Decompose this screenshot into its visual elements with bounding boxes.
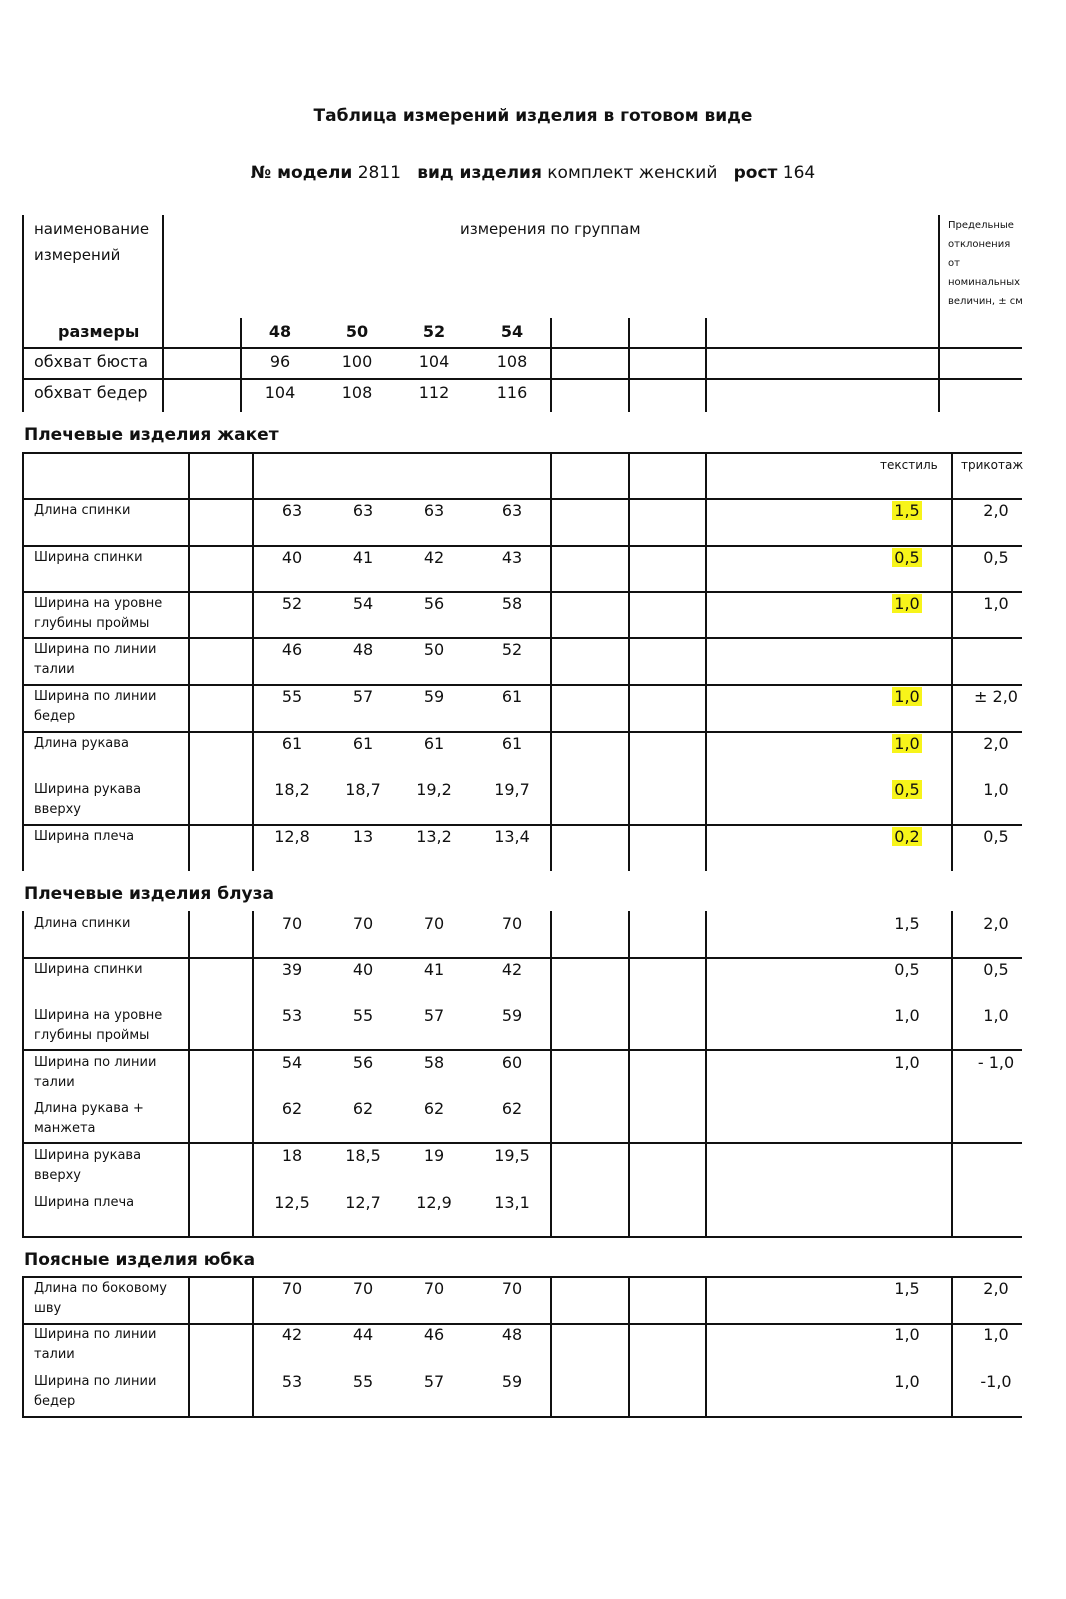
row-label: Ширина рукава вверху xyxy=(34,782,142,817)
knit-deviation: - 1,0 xyxy=(977,1053,1015,1072)
kind-label: вид изделия xyxy=(417,163,542,183)
section-title-jacket: Плечевые изделия жакет xyxy=(24,425,279,445)
measure-value: 112 xyxy=(418,383,450,402)
row-value: 40 xyxy=(352,960,374,979)
row-value: 13,4 xyxy=(494,827,530,846)
row-value: 57 xyxy=(423,1372,445,1391)
row-value: 61 xyxy=(423,734,445,753)
model-line xyxy=(0,163,1066,183)
knit-deviation: 2,0 xyxy=(983,1279,1009,1298)
textile-deviation xyxy=(877,594,937,613)
knit-deviation: 1,0 xyxy=(983,594,1009,613)
row-value: 70 xyxy=(501,1279,523,1298)
row-label: Ширина спинки xyxy=(34,962,143,977)
row-value: 12,7 xyxy=(345,1193,381,1212)
page-title: Таблица измерений изделия в готовом виде xyxy=(313,106,753,126)
row-value: 40 xyxy=(281,548,303,567)
measure-value: 100 xyxy=(341,352,373,371)
row-value: 59 xyxy=(501,1006,523,1025)
row-value: 70 xyxy=(281,1279,303,1298)
size-header: 54 xyxy=(500,322,524,341)
knit-deviation: 0,5 xyxy=(983,827,1009,846)
kind-value: комплект женский xyxy=(547,163,718,183)
row-value: 41 xyxy=(423,960,445,979)
row-label: Ширина на уровне глубины проймы xyxy=(34,596,163,631)
row-label: Ширина по линии бедер xyxy=(34,689,157,724)
row-value: 61 xyxy=(281,734,303,753)
row-value: 42 xyxy=(501,960,523,979)
row-label: Ширина плеча xyxy=(34,1195,135,1210)
row-value: 42 xyxy=(281,1325,303,1344)
row-value: 63 xyxy=(501,501,523,520)
row-value: 46 xyxy=(281,640,303,659)
row-label: Длина рукава + манжета xyxy=(34,1101,144,1136)
model-label: № модели xyxy=(250,163,353,183)
row-value: 42 xyxy=(423,548,445,567)
textile-deviation-value: 1,0 xyxy=(894,1372,920,1391)
textile-deviation xyxy=(877,687,937,706)
row-label: Ширина по линии бедер xyxy=(34,1374,157,1409)
row-value: 61 xyxy=(352,734,374,753)
sizes-label: размеры xyxy=(58,322,140,341)
row-value: 39 xyxy=(281,960,303,979)
row-value: 62 xyxy=(281,1099,303,1118)
row-value: 18 xyxy=(281,1146,303,1165)
row-value: 18,7 xyxy=(345,780,381,799)
knit-deviation: ± 2,0 xyxy=(974,687,1018,706)
knit-deviation: 2,0 xyxy=(983,501,1009,520)
textile-deviation-value: 1,5 xyxy=(894,501,920,520)
row-value: 70 xyxy=(352,914,374,933)
knit-deviation: -1,0 xyxy=(980,1372,1012,1391)
row-value: 63 xyxy=(352,501,374,520)
section-title-blouse: Плечевые изделия блуза xyxy=(24,884,274,904)
row-value: 19,7 xyxy=(494,780,530,799)
textile-deviation xyxy=(877,780,937,799)
row-value: 54 xyxy=(281,1053,303,1072)
knit-deviation: 2,0 xyxy=(983,914,1009,933)
row-value: 55 xyxy=(352,1006,374,1025)
textile-deviation-value: 0,5 xyxy=(894,548,920,567)
row-value: 60 xyxy=(501,1053,523,1072)
row-value: 46 xyxy=(423,1325,445,1344)
measure-value: 108 xyxy=(341,383,373,402)
row-value: 59 xyxy=(423,687,445,706)
row-value: 13 xyxy=(352,827,374,846)
measure-value: 104 xyxy=(264,383,296,402)
row-value: 41 xyxy=(352,548,374,567)
measure-value: 96 xyxy=(269,352,291,371)
knit-deviation: 2,0 xyxy=(983,734,1009,753)
row-value: 70 xyxy=(423,914,445,933)
row-value: 59 xyxy=(501,1372,523,1391)
row-value: 70 xyxy=(501,914,523,933)
row-value: 61 xyxy=(501,687,523,706)
row-value: 13,2 xyxy=(416,827,452,846)
height-value: 164 xyxy=(782,163,816,183)
row-value: 19,2 xyxy=(416,780,452,799)
textile-deviation-value: 1,0 xyxy=(894,1325,920,1344)
height-label: рост xyxy=(733,163,778,183)
textile-deviation-value: 1,5 xyxy=(894,914,920,933)
row-label: Ширина на уровне глубины проймы xyxy=(34,1008,163,1043)
textile-deviation xyxy=(877,1325,937,1344)
col-knit-header: трикотаж xyxy=(961,458,1024,472)
textile-deviation xyxy=(877,548,937,567)
row-value: 70 xyxy=(281,914,303,933)
textile-deviation-value: 0,2 xyxy=(894,827,920,846)
measure-value: 104 xyxy=(418,352,450,371)
knit-deviation: 0,5 xyxy=(983,960,1009,979)
row-value: 53 xyxy=(281,1006,303,1025)
row-value: 44 xyxy=(352,1325,374,1344)
row-value: 70 xyxy=(423,1279,445,1298)
measure-label: обхват бюста xyxy=(34,352,149,371)
row-value: 12,8 xyxy=(274,827,310,846)
row-value: 13,1 xyxy=(494,1193,530,1212)
section-title-skirt: Поясные изделия юбка xyxy=(24,1250,256,1270)
row-value: 55 xyxy=(352,1372,374,1391)
row-value: 63 xyxy=(423,501,445,520)
row-value: 19 xyxy=(423,1146,445,1165)
textile-deviation-value: 1,0 xyxy=(894,1006,920,1025)
row-label: Ширина по линии талии xyxy=(34,642,157,677)
row-value: 62 xyxy=(423,1099,445,1118)
textile-deviation xyxy=(877,827,937,846)
row-value: 52 xyxy=(501,640,523,659)
row-value: 55 xyxy=(281,687,303,706)
row-value: 70 xyxy=(352,1279,374,1298)
row-value: 12,9 xyxy=(416,1193,452,1212)
textile-deviation xyxy=(877,1053,937,1072)
textile-deviation xyxy=(877,501,937,520)
row-value: 52 xyxy=(281,594,303,613)
deviation-column-header: Предельные отклонения от номинальных величин, ± см xyxy=(948,220,1023,307)
row-value: 57 xyxy=(352,687,374,706)
row-label: Длина по боковому шву xyxy=(34,1281,167,1316)
row-label: Ширина по линии талии xyxy=(34,1327,157,1362)
row-value: 62 xyxy=(352,1099,374,1118)
textile-deviation-value: 1,0 xyxy=(894,594,920,613)
knit-deviation: 1,0 xyxy=(983,1006,1009,1025)
textile-deviation-value: 1,5 xyxy=(894,1279,920,1298)
textile-deviation xyxy=(877,734,937,753)
measure-value: 108 xyxy=(496,352,528,371)
textile-deviation xyxy=(877,960,937,979)
row-label: Длина спинки xyxy=(34,916,131,931)
row-value: 48 xyxy=(501,1325,523,1344)
groups-column-header: измерения по группам xyxy=(460,220,641,238)
row-value: 56 xyxy=(352,1053,374,1072)
row-value: 63 xyxy=(281,501,303,520)
row-label: Длина спинки xyxy=(34,503,131,518)
col-textile-header: текстиль xyxy=(880,458,938,472)
row-value: 19,5 xyxy=(494,1146,530,1165)
row-value: 56 xyxy=(423,594,445,613)
textile-deviation xyxy=(877,1372,937,1391)
size-header: 50 xyxy=(345,322,369,341)
row-label: Ширина плеча xyxy=(34,829,135,844)
measure-value: 116 xyxy=(496,383,528,402)
row-value: 62 xyxy=(501,1099,523,1118)
knit-deviation: 0,5 xyxy=(983,548,1009,567)
row-label: Длина рукава xyxy=(34,736,129,751)
row-value: 53 xyxy=(281,1372,303,1391)
textile-deviation xyxy=(877,914,937,933)
textile-deviation xyxy=(877,1279,937,1298)
size-header: 52 xyxy=(422,322,446,341)
row-value: 18,2 xyxy=(274,780,310,799)
row-value: 43 xyxy=(501,548,523,567)
measure-label: обхват бедер xyxy=(34,383,148,402)
textile-deviation-value: 0,5 xyxy=(894,780,920,799)
knit-deviation: 1,0 xyxy=(983,780,1009,799)
knit-deviation: 1,0 xyxy=(983,1325,1009,1344)
row-value: 57 xyxy=(423,1006,445,1025)
row-value: 48 xyxy=(352,640,374,659)
textile-deviation-value: 1,0 xyxy=(894,734,920,753)
name-column-header: наименование измерений xyxy=(34,220,150,264)
textile-deviation xyxy=(877,1006,937,1025)
textile-deviation-value: 1,0 xyxy=(894,1053,920,1072)
row-value: 58 xyxy=(423,1053,445,1072)
row-label: Ширина рукава вверху xyxy=(34,1148,142,1183)
size-header: 48 xyxy=(268,322,292,341)
row-value: 61 xyxy=(501,734,523,753)
row-value: 58 xyxy=(501,594,523,613)
row-value: 50 xyxy=(423,640,445,659)
model-value: 2811 xyxy=(357,163,401,183)
row-label: Ширина спинки xyxy=(34,550,143,565)
row-label: Ширина по линии талии xyxy=(34,1055,157,1090)
row-value: 54 xyxy=(352,594,374,613)
row-value: 18,5 xyxy=(345,1146,381,1165)
row-value: 12,5 xyxy=(274,1193,310,1212)
textile-deviation-value: 1,0 xyxy=(894,687,920,706)
textile-deviation-value: 0,5 xyxy=(894,960,920,979)
